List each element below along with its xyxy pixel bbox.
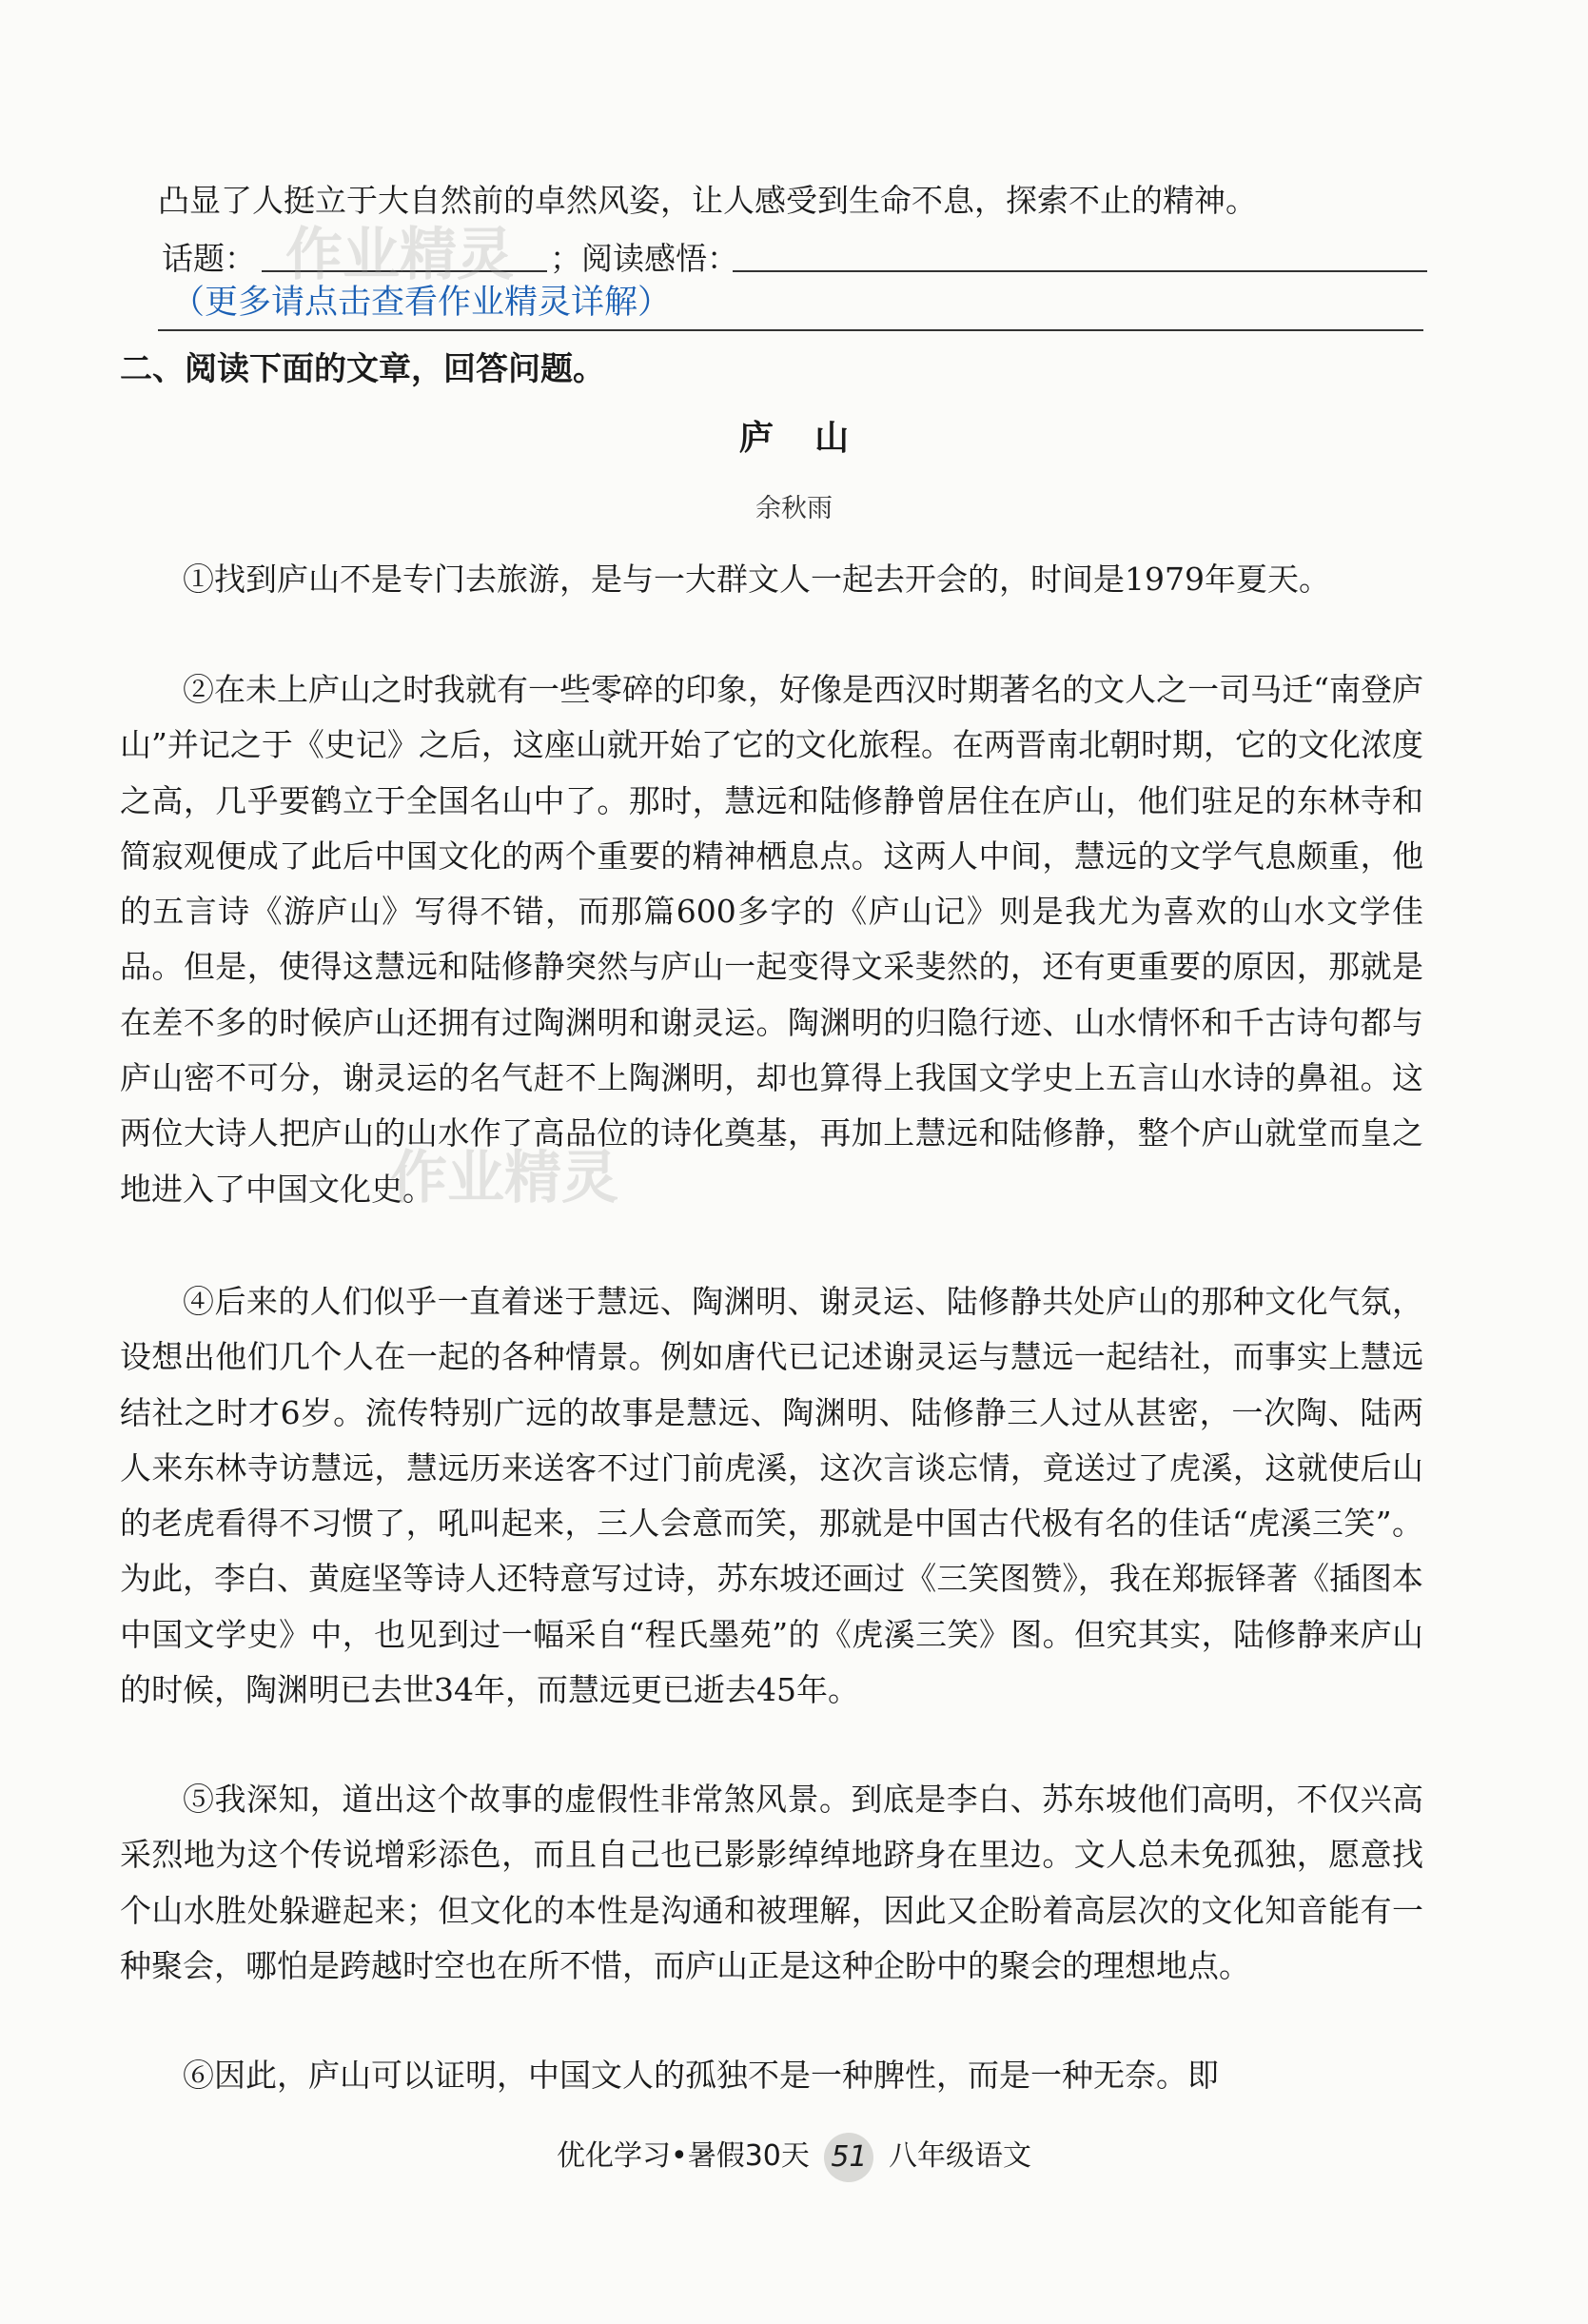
paragraph-2: ②在未上庐山之时我就有一些零碎的印象，好像是西汉时期著名的文人之一司马迁“南登庐山”并记之于《史记》之后，这座山就开始了它的文化旅程。在两晋南北朝时期，它的文化浓度之高，几乎要鹤立于全国名山中了。那时，慧远和陆修静曾居住在庐山，他们驻足的东林寺和简寂观便成了此后中国文化的两个重要的精神栖息点。这两人中间，慧远的文学气息颇重，他的五言诗《游庐山》写得不错，而那篇600多字的《庐山记》则是我尤为喜欢的山水文学佳品。但是，使得这慧远和陆修静突然与庐山一起变得文采斐然的，还有更重要的原因，那就是在差不多的时候庐山还拥有过陶渊明和谢灵运。陶渊明的归隐行迹、山水情怀和千古诗句都与庐山密不可分，谢灵运的名气赶不上陶渊明，却也算得上我国文学史上五言山水诗的鼻祖。这两位大诗人把庐山的山水作了高品位的诗化奠基，再加上慧远和陆修静，整个庐山就堂而皇之地进入了中国文化史。 xyxy=(120,671,1423,1208)
more-details-link[interactable]: （更多请点击查看作业精灵详解） xyxy=(171,284,672,322)
divider-line xyxy=(158,329,1423,331)
article-title: 庐山 xyxy=(738,419,891,458)
topic-answer-blank[interactable] xyxy=(262,270,547,272)
page-footer xyxy=(0,2132,1588,2182)
paragraph-1: ①找到庐山不是专门去旅游，是与一大群文人一起去开会的，时间是1979年夏天。 xyxy=(183,561,1330,598)
article-author: 余秋雨 xyxy=(755,494,833,523)
watermark-middle: 作业精灵 xyxy=(390,1145,618,1211)
reading-label: ；阅读感悟： xyxy=(550,240,738,277)
reading-answer-blank[interactable] xyxy=(733,270,1427,272)
page-number: 51 xyxy=(824,2133,873,2182)
section-heading: 二、阅读下面的文章，回答问题。 xyxy=(120,350,605,388)
watermark-top: 作业精灵 xyxy=(285,222,514,288)
paragraph-5: ⑤我深知，道出这个故事的虚假性非常煞风景。到底是李白、苏东坡他们高明，不仅兴高采烈地为这个传说增彩添色，而且自己也已影影绰绰地跻身在里边。文人总未免孤独，愿意找个山水胜处躲避起来；但文化的本性是沟通和被理解，因此又企盼着高层次的文化知音能有一种聚会，哪怕是跨越时空也在所不惜，而庐山正是这种企盼中的聚会的理想地点。 xyxy=(120,1781,1423,1984)
footer-subject: 八年级语文 xyxy=(888,2139,1031,2173)
previous-text-line: 凸显了人挺立于大自然前的卓然风姿，让人感受到生命不息，探索不止的精神。 xyxy=(158,182,1257,219)
footer-book-title: 优化学习•暑假30天 xyxy=(557,2139,810,2173)
paragraph-6: ⑥因此，庐山可以证明，中国文人的孤独不是一种脾性，而是一种无奈。即 xyxy=(183,2057,1219,2094)
topic-label: 话题： xyxy=(162,240,256,277)
answer-line-row xyxy=(162,228,1427,276)
paragraph-4: ④后来的人们似乎一直着迷于慧远、陶渊明、谢灵运、陆修静共处庐山的那种文化气氛，设想出他们几个人在一起的各种情景。例如唐代已记述谢灵运与慧远一起结社，而事实上慧远结社之时才6岁。流传特别广远的故事是慧远、陶渊明、陆修静三人过从甚密，一次陶、陆两人来东林寺访慧远，慧远历来送客不过门前虎溪，这次言谈忘情，竟送过了虎溪，这就使后山的老虎看得不习惯了，吼叫起来，三人会意而笑，那就是中国古代极有名的佳话“虎溪三笑”。为此，李白、黄庭坚等诗人还特意写过诗，苏东坡还画过《三笑图赞》，我在郑振铎著《插图本中国文学史》中，也见到过一幅采自“程氏墨苑”的《虎溪三笑》图。但究其实，陆修静来庐山的时候，陶渊明已去世34年，而慧远更已逝去45年。 xyxy=(120,1283,1423,1709)
